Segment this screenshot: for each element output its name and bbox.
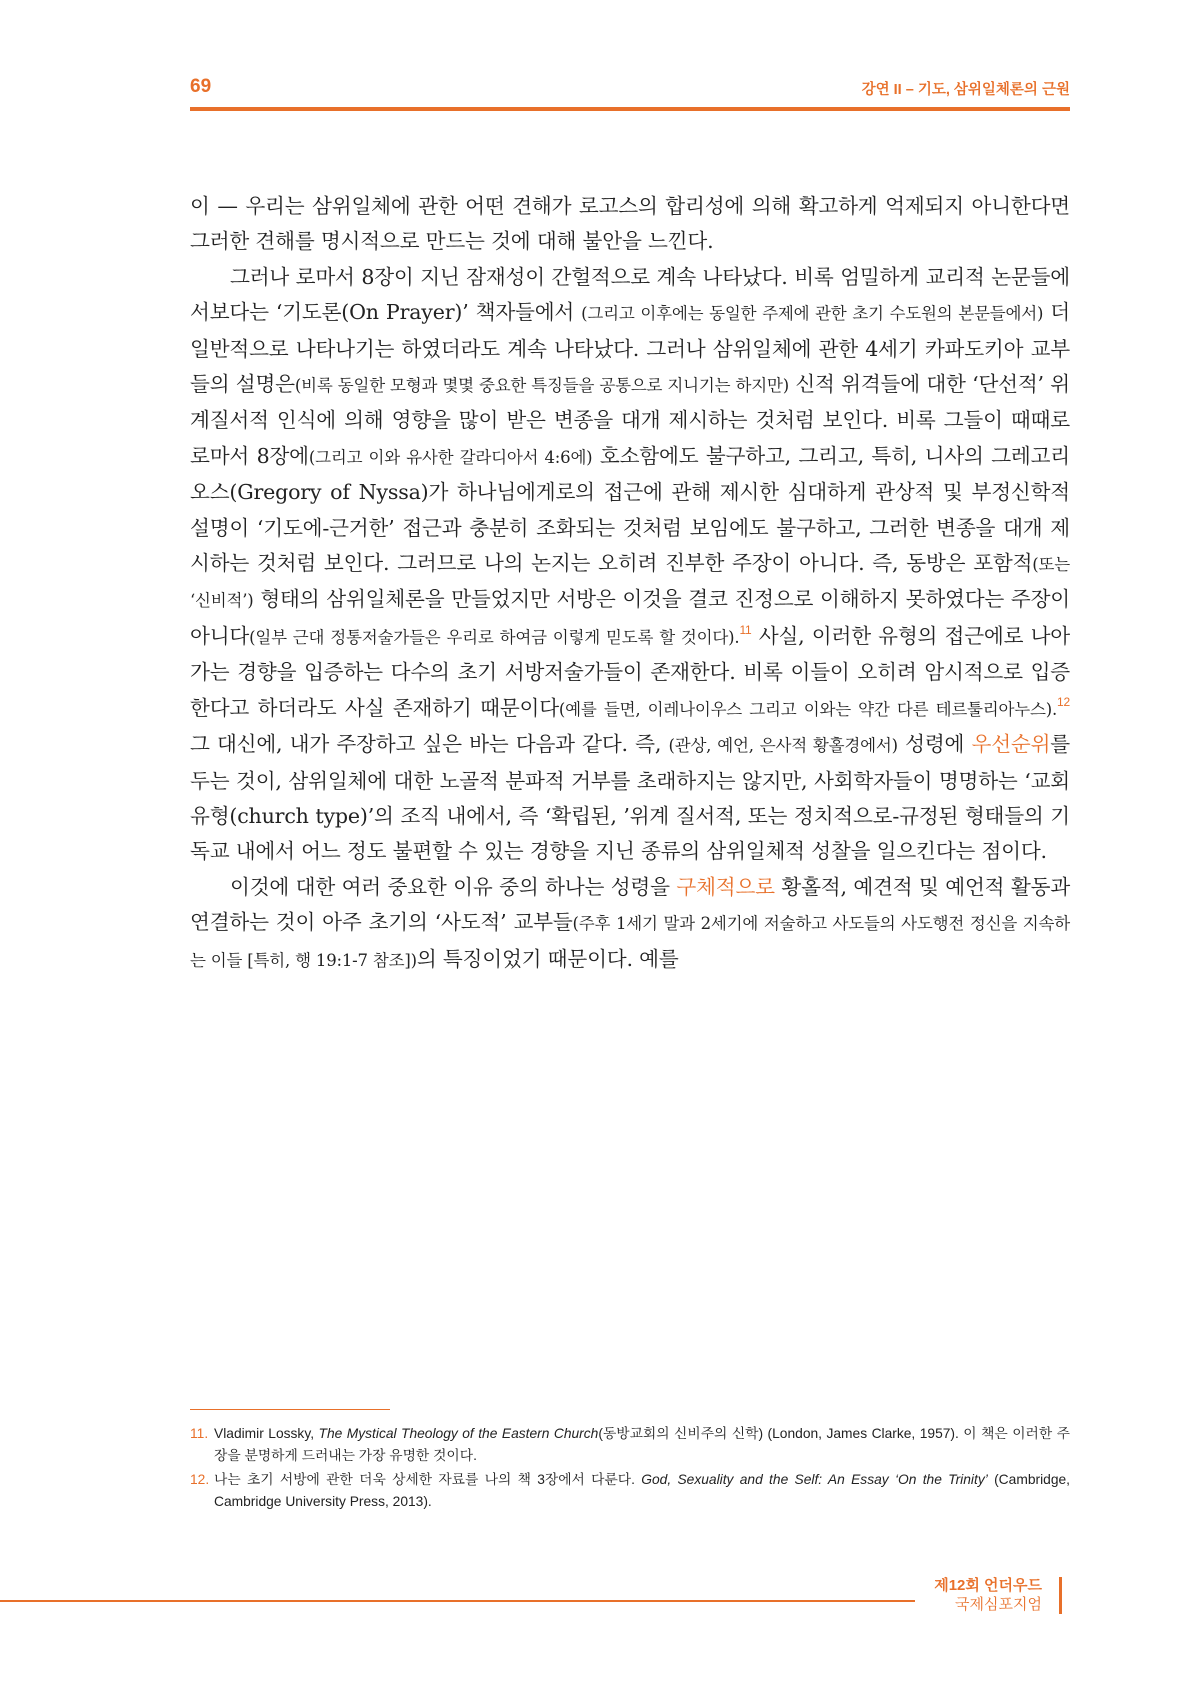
footnote-text: (동방교회의 신비주의 신학) (London, James Clarke, 1957). 이 책은 이러한 주장을 분명하게 드러내는 가장 유명한 것이다. bbox=[214, 1426, 1070, 1463]
p2-text-c: 더 일반적으로 나타나기는 하였더라도 계속 나타났다. 그러나 삼위일체에 관한 4세기 카파도키아 교부들의 설명은 bbox=[190, 300, 1070, 397]
footnote-12 bbox=[190, 1469, 1070, 1513]
p3-aside-1: (주후 1세기 말과 2세기에 저술하고 사도들의 사도행전 정신을 지속하는 이들 [특히, 행 19:1-7 참조]) bbox=[190, 914, 1070, 970]
running-title: 강연 II – 기도, 삼위일체론의 근원 bbox=[861, 82, 1070, 98]
p3-text-b: 황홀적, 예견적 및 예언적 활동과 연결하는 것이 아주 초기의 ‘사도적’ 교부들 bbox=[190, 874, 1071, 935]
header-rule bbox=[190, 107, 1070, 111]
footnote-text: (Cambridge, Cambridge University Press, 2013). bbox=[214, 1472, 1070, 1509]
p2-aside-7: (관상, 예언, 은사적 황홀경에서) bbox=[668, 736, 898, 756]
p2-text-p: 를 두는 것이, 삼위일체에 대한 노골적 분파적 거부를 초래하지는 않지만, 사회학자들이 명명하는 ‘교회 유형(church type)’의 조직 내에서, 즉 ‘확립된, ’위계 질서적, 또는 정치적으로-규정된 형태들의 기독교 내에서 어느 정도 불편할 수 있는 경향을 지닌 종류의 삼위일체적 성찰을 일으킨다는 점이다. bbox=[190, 732, 1070, 864]
p2-text-m: 그 대신에, 내가 주장하고 싶은 바는 다음과 같다. 즉, bbox=[190, 732, 669, 757]
footnote-ref-11[interactable]: 11 bbox=[739, 622, 752, 637]
body-text bbox=[190, 189, 1070, 978]
footnote-11 bbox=[190, 1423, 1070, 1467]
symposium-title: 제12회 언더우드 bbox=[934, 1577, 1042, 1594]
p2-aside-1: (그리고 이후에는 동일한 주제에 관한 초기 수도원의 본문들에서) bbox=[581, 304, 1044, 324]
footnote-ref-12[interactable]: 12 bbox=[1057, 694, 1070, 709]
p2-text-a: 그러나 로마서 8장이 지닌 잠재성이 간헐적으로 계속 나타났다. 비록 엄밀하게 교리적 논문들에서보다는 ‘기도론(On Prayer)’ 책자들에서 bbox=[190, 264, 1070, 325]
footnote-book-title: The Mystical Theology of the Eastern Church bbox=[318, 1426, 599, 1441]
highlight-priority: 우선순위 bbox=[971, 732, 1051, 757]
highlight-specifically: 구체적으로 bbox=[676, 874, 775, 899]
p2-text-e: 신적 위격들에 대한 ‘단선적’ 위계질서적 인식에 의해 영향을 많이 받은 변종을 대개 제시하는 것처럼 보인다. 비록 그들이 때때로 로마서 8장에 bbox=[190, 372, 1071, 468]
page-number: 69 bbox=[190, 76, 212, 97]
footer-rule bbox=[0, 1600, 915, 1602]
p2-aside-6: (예를 들면, 이레나이우스 그리고 이와는 약간 다른 테르툴리아누스). bbox=[558, 699, 1058, 719]
p3-text-d: 의 특징이었기 때문이다. 예를 bbox=[416, 946, 679, 971]
p2-aside-3: (그리고 이와 유사한 갈라디아서 4:6에) bbox=[308, 447, 593, 467]
p2-text-i: 형태의 삼위일체론을 만들었지만 서방은 이것을 결코 진정으로 이해하지 못하였다는 주장이 아니다 bbox=[190, 587, 1070, 648]
symposium-logo bbox=[934, 1576, 1052, 1614]
paragraph-1 bbox=[190, 189, 1070, 260]
p3-text-a: 이것에 대한 여러 중요한 이유 중의 하나는 성령을 bbox=[230, 874, 677, 899]
p2-aside-4: (또는 ‘신비적’) bbox=[190, 555, 1070, 611]
p2-text-g: 호소함에도 불구하고, 그리고, 특히, 니사의 그레고리오스(Gregory of Nyssa)가 하나님에게로의 접근에 관해 제시한 심대하게 관상적 및 부정신학적 설명이 ‘기도에-근거한’ 접근과 충분히 조화되는 것처럼 보임에도 불구하고, 그러한 변종을 대개 제시하는 것처럼 보인다. 그러므로 나의 논지는 오히려 진부한 주장이 아니다. 즉, 동방은 포함적 bbox=[190, 443, 1070, 576]
footnote-text: 나는 초기 서방에 관한 더욱 상세한 자료를 나의 책 3장에서 다룬다. bbox=[214, 1472, 642, 1487]
p2-text-o: 성령에 bbox=[897, 732, 972, 757]
symposium-subtitle: 국제심포지엄 bbox=[955, 1596, 1042, 1613]
footnote-number: 11. bbox=[190, 1426, 209, 1441]
footer-bar bbox=[1059, 1577, 1062, 1614]
paragraph-2 bbox=[190, 260, 1070, 870]
footnote-book-title: God, Sexuality and the Self: An Essay ‘On the Trinity’ bbox=[641, 1472, 988, 1487]
p2-aside-2: (비록 동일한 모형과 몇몇 중요한 특징들을 공통으로 지니기는 하지만) bbox=[294, 376, 789, 396]
footnotes bbox=[190, 1423, 1070, 1515]
footnote-text: Vladimir Lossky, bbox=[214, 1426, 319, 1441]
p2-aside-5: (일부 근대 정통저술가들은 우리로 하여금 이렇게 믿도록 할 것이다). bbox=[249, 627, 740, 647]
paragraph-1-text: 이 — 우리는 삼위일체에 관한 어떤 견해가 로고스의 합리성에 의해 확고하게 억제되지 아니한다면 그러한 견해를 명시적으로 만드는 것에 대해 불안을 느낀다. bbox=[190, 194, 1070, 254]
p2-text-k: 사실, 이러한 유형의 접근에로 나아가는 경향을 입증하는 다수의 초기 서방저술가들이 존재한다. 비록 이들이 오히려 암시적으로 입증한다고 하더라도 사실 존재하기 때문이다 bbox=[190, 623, 1070, 720]
footnote-rule bbox=[190, 1409, 390, 1410]
paragraph-3 bbox=[190, 870, 1070, 978]
footnote-number: 12. bbox=[190, 1472, 210, 1487]
